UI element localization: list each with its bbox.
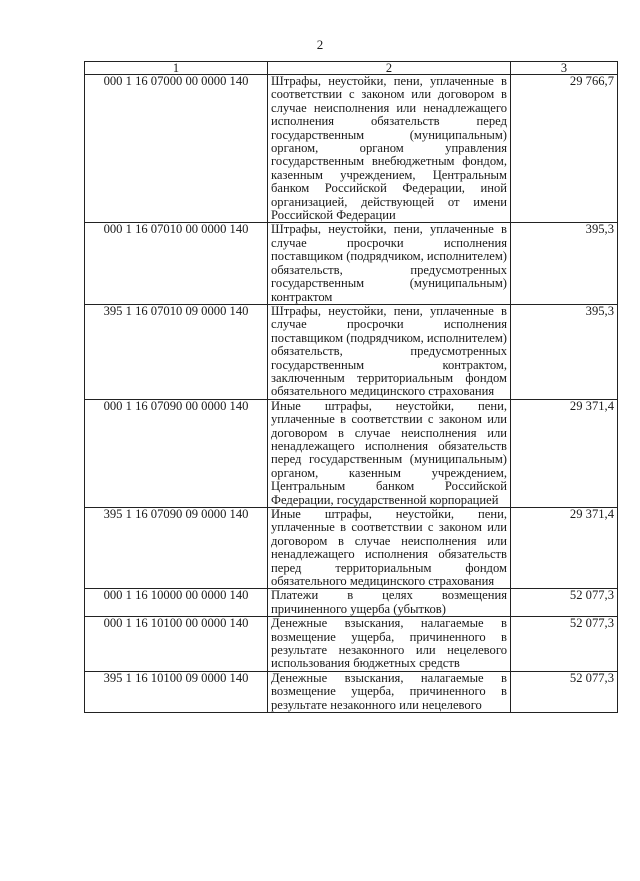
table-header-row	[85, 62, 618, 75]
table-row	[85, 399, 618, 507]
budget-code: 395 1 16 07010 09 0000 140	[85, 304, 268, 399]
row-description-text: Штрафы, неустойки, пени, уплаченные в случае просрочки исполнения поставщиком (подрядчиком, исполнителем) обязательств, предусмотренных государственным контрактом, заключенным территориальным фондом обязательного медицинского страхования	[271, 303, 507, 399]
row-amount: 395,3	[511, 304, 618, 399]
row-description-text: Иные штрафы, неустойки, пени, уплаченные в соответствии с законом или договором в случае неисполнения или ненадлежащего исполнения обязательств перед территориальным фондом обязательного медицинского страхования	[271, 507, 507, 589]
revenue-table	[84, 61, 618, 713]
budget-code: 395 1 16 07090 09 0000 140	[85, 508, 268, 589]
row-amount: 29 766,7	[511, 75, 618, 223]
table-row	[85, 304, 618, 399]
page-number: 2	[316, 37, 324, 52]
row-amount: 395,3	[511, 223, 618, 304]
row-description-text: Штрафы, неустойки, пени, уплаченные в случае просрочки исполнения поставщиком (подрядчиком, исполнителем) обязательств, предусмотренных государственным (муниципальным) контрактом	[271, 222, 507, 304]
table-row	[85, 671, 618, 712]
table-row	[85, 223, 618, 304]
row-description	[268, 508, 511, 589]
row-description	[268, 399, 511, 507]
budget-code: 000 1 16 10000 00 0000 140	[85, 589, 268, 617]
row-amount: 29 371,4	[511, 399, 618, 507]
column-header-description: 2	[268, 62, 511, 75]
budget-code: 000 1 16 07010 00 0000 140	[85, 223, 268, 304]
row-amount: 52 077,3	[511, 589, 618, 617]
row-description	[268, 223, 511, 304]
table-row	[85, 589, 618, 617]
row-description-text: Платежи в целях возмещения причиненного ущерба (убытков)	[271, 588, 507, 616]
row-description-text: Штрафы, неустойки, пени, уплаченные в соответствии с законом или договором в случае неисполнения или ненадлежащего исполнения обязательств перед государственным (муниципальным) органом, органом управления государственным внебюджетным фондом, казенным учреждением, Центральным банком Российской Федерации, иной организацией, действующей от имени Российской Федерации	[271, 74, 507, 223]
table-row	[85, 508, 618, 589]
budget-code: 395 1 16 10100 09 0000 140	[85, 671, 268, 712]
budget-code: 000 1 16 07000 00 0000 140	[85, 75, 268, 223]
column-header-code: 1	[85, 62, 268, 75]
column-header-amount: 3	[511, 62, 618, 75]
row-description-text: Денежные взыскания, налагаемые в возмещение ущерба, причиненного в результате незаконного или нецелевого	[271, 670, 507, 712]
row-description-text: Денежные взыскания, налагаемые в возмещение ущерба, причиненного в результате незаконного или нецелевого использования бюджетных средств	[271, 616, 507, 671]
budget-code: 000 1 16 10100 00 0000 140	[85, 617, 268, 672]
row-amount: 29 371,4	[511, 508, 618, 589]
table-row	[85, 617, 618, 672]
table-row	[85, 75, 618, 223]
row-description	[268, 671, 511, 712]
row-description-text: Иные штрафы, неустойки, пени, уплаченные в соответствии с законом или договором в случае неисполнения или ненадлежащего исполнения обязательств перед государственным (муниципальным) органом, казенным учреждением, Центральным банком Российской Федерации, государственной корпорацией	[271, 398, 507, 507]
row-description	[268, 589, 511, 617]
row-description	[268, 75, 511, 223]
row-amount: 52 077,3	[511, 671, 618, 712]
row-description	[268, 304, 511, 399]
row-amount: 52 077,3	[511, 617, 618, 672]
row-description	[268, 617, 511, 672]
budget-code: 000 1 16 07090 00 0000 140	[85, 399, 268, 507]
